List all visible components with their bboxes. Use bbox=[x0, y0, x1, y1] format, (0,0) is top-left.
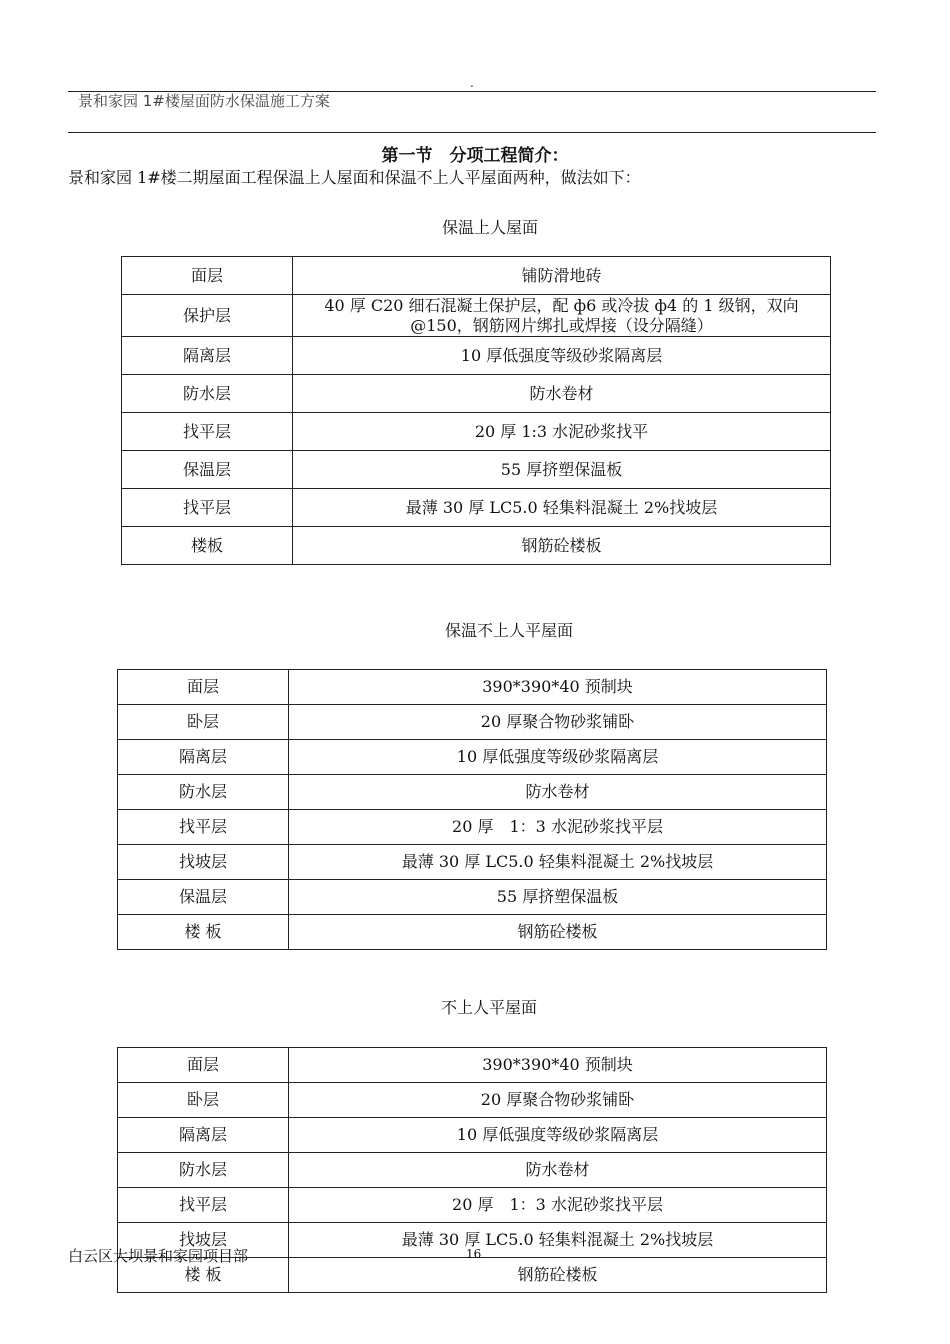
table-row bbox=[118, 810, 827, 845]
layer-name: 找平层 bbox=[118, 1188, 289, 1223]
layer-name: 找平层 bbox=[122, 413, 293, 451]
layer-name: 隔离层 bbox=[118, 1118, 289, 1153]
document-header: 景和家园 1#楼屋面防水保温施工方案 bbox=[78, 92, 330, 110]
table-caption: 保温不上人平屋面 bbox=[444, 621, 573, 640]
table-row bbox=[122, 451, 831, 489]
table-row bbox=[122, 527, 831, 565]
layer-detail: 最薄 30 厚 LC5.0 轻集料混凝土 2%找坡层 bbox=[293, 489, 831, 527]
layer-name: 卧层 bbox=[118, 1083, 289, 1118]
table-caption: 不上人平屋面 bbox=[440, 998, 537, 1017]
table-row bbox=[118, 1048, 827, 1083]
layer-name: 保护层 bbox=[122, 295, 293, 337]
layer-name: 找坡层 bbox=[118, 845, 289, 880]
layer-detail: 10 厚低强度等级砂浆隔离层 bbox=[289, 1118, 827, 1153]
layer-detail: 10 厚低强度等级砂浆隔离层 bbox=[293, 337, 831, 375]
layer-detail: 20 厚聚合物砂浆铺卧 bbox=[289, 705, 827, 740]
layer-detail: 20 厚 1：3 水泥砂浆找平层 bbox=[289, 1188, 827, 1223]
layer-detail: 铺防滑地砖 bbox=[293, 257, 831, 295]
section-title: 第一节 分项工程简介： bbox=[381, 146, 569, 166]
layer-detail: 防水卷材 bbox=[289, 1153, 827, 1188]
layer-name: 找平层 bbox=[118, 810, 289, 845]
layer-name: 面层 bbox=[118, 670, 289, 705]
layer-detail: 最薄 30 厚 LC5.0 轻集料混凝土 2%找坡层 bbox=[289, 845, 827, 880]
layer-table bbox=[121, 256, 831, 565]
layer-detail: 防水卷材 bbox=[293, 375, 831, 413]
layer-name: 卧层 bbox=[118, 705, 289, 740]
layer-name: 保温层 bbox=[118, 880, 289, 915]
table-caption: 保温上人屋面 bbox=[441, 218, 538, 237]
layer-name: 楼板 bbox=[122, 527, 293, 565]
table-row bbox=[122, 337, 831, 375]
layer-detail: 55 厚挤塑保温板 bbox=[289, 880, 827, 915]
table-row bbox=[118, 1153, 827, 1188]
layer-name: 保温层 bbox=[122, 451, 293, 489]
layer-name: 找平层 bbox=[122, 489, 293, 527]
intro-paragraph: 景和家园 1#楼二期屋面工程保温上人屋面和保温不上人平屋面两种，做法如下： bbox=[68, 168, 641, 187]
table-row bbox=[118, 1083, 827, 1118]
layer-detail: 最薄 30 厚 LC5.0 轻集料混凝土 2%找坡层 bbox=[289, 1223, 827, 1258]
table-row bbox=[118, 775, 827, 810]
table-row bbox=[118, 880, 827, 915]
layer-name: 防水层 bbox=[118, 1153, 289, 1188]
header-top-rule bbox=[68, 91, 876, 92]
table-row bbox=[122, 413, 831, 451]
table-row bbox=[118, 670, 827, 705]
layer-name: 找坡层 bbox=[118, 1223, 289, 1258]
table-row bbox=[118, 915, 827, 950]
layer-name: 楼 板 bbox=[118, 915, 289, 950]
layer-detail: 钢筋砼楼板 bbox=[289, 915, 827, 950]
layer-detail: 20 厚 1：3 水泥砂浆找平层 bbox=[289, 810, 827, 845]
table-row bbox=[122, 489, 831, 527]
layer-detail: 10 厚低强度等级砂浆隔离层 bbox=[289, 740, 827, 775]
table-row bbox=[122, 375, 831, 413]
layer-name: 楼 板 bbox=[118, 1258, 289, 1293]
table-row bbox=[122, 257, 831, 295]
layer-name: 防水层 bbox=[118, 775, 289, 810]
layer-detail: 40 厚 C20 细石混凝土保护层，配 ф6 或冷拔 ф4 的 1 级钢，双向 @150，钢筋网片绑扎或焊接（设分隔缝） bbox=[293, 295, 831, 337]
layer-detail: 防水卷材 bbox=[289, 775, 827, 810]
layer-name: 防水层 bbox=[122, 375, 293, 413]
layer-detail: 钢筋砼楼板 bbox=[289, 1258, 827, 1293]
table-row bbox=[118, 740, 827, 775]
layer-detail: 20 厚聚合物砂浆铺卧 bbox=[289, 1083, 827, 1118]
page-number: 16 bbox=[466, 1247, 482, 1261]
table-row bbox=[118, 845, 827, 880]
layer-table bbox=[117, 669, 827, 950]
header-dot: . bbox=[470, 76, 474, 90]
table-row bbox=[118, 705, 827, 740]
layer-detail: 55 厚挤塑保温板 bbox=[293, 451, 831, 489]
layer-name: 面层 bbox=[118, 1048, 289, 1083]
layer-detail: 钢筋砼楼板 bbox=[293, 527, 831, 565]
table-row bbox=[122, 295, 831, 337]
layer-name: 隔离层 bbox=[122, 337, 293, 375]
table-row bbox=[118, 1188, 827, 1223]
table-row bbox=[118, 1118, 827, 1153]
layer-name: 隔离层 bbox=[118, 740, 289, 775]
layer-name: 面层 bbox=[122, 257, 293, 295]
footer-organization: 白云区大坝景和家园项目部 bbox=[68, 1247, 249, 1265]
header-bottom-rule bbox=[68, 132, 876, 133]
layer-detail: 390*390*40 预制块 bbox=[289, 1048, 827, 1083]
layer-detail: 20 厚 1:3 水泥砂浆找平 bbox=[293, 413, 831, 451]
layer-detail: 390*390*40 预制块 bbox=[289, 670, 827, 705]
